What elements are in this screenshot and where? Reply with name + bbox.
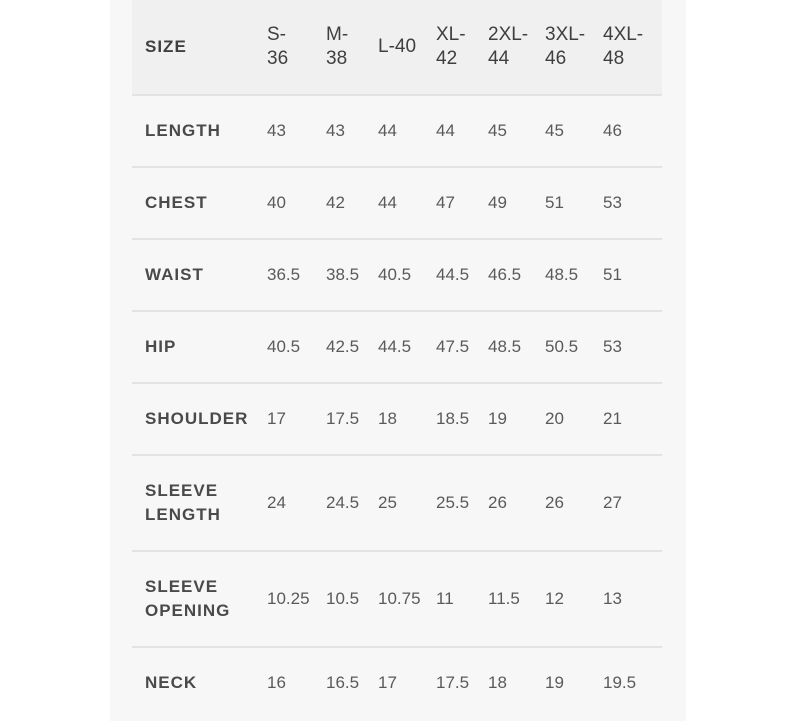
size-header-line: S-	[267, 24, 286, 45]
size-header-label: SIZE	[132, 0, 267, 95]
table-cell: 40	[267, 167, 326, 239]
size-header-line: 38	[326, 48, 348, 69]
table-cell: 25.5	[436, 455, 488, 551]
size-column-header	[488, 0, 545, 95]
measurement-label: SLEEVE LENGTH	[132, 455, 267, 551]
table-cell: 16.5	[326, 673, 360, 692]
table-cell: 18	[378, 383, 436, 455]
table-cell: 12	[545, 551, 603, 647]
measurement-label: NECK	[145, 673, 198, 692]
table-cell: 13	[603, 551, 662, 647]
measurement-label: SLEEVE OPENING	[132, 551, 267, 647]
size-header-line: 4XL-	[603, 24, 644, 45]
table-cell: 53	[603, 167, 662, 239]
table-cell: 51	[603, 239, 662, 311]
size-header-line: 44	[488, 48, 510, 69]
table-row	[132, 311, 662, 383]
table-cell: 40.5	[267, 311, 326, 383]
size-header-line: M-	[326, 24, 349, 45]
table-cell: 10.25	[267, 551, 326, 647]
size-header-line: 36	[267, 48, 289, 69]
table-cell: 44	[436, 95, 488, 167]
table-row	[132, 455, 662, 551]
table-cell: 17	[267, 383, 326, 455]
table-cell: 18	[488, 673, 507, 692]
table-row	[132, 551, 662, 647]
table-cell: 50.5	[545, 311, 603, 383]
measurement-label: CHEST	[132, 167, 267, 239]
table-cell: 46	[603, 95, 662, 167]
measurement-label: LENGTH	[132, 95, 267, 167]
size-header-line: L-40	[378, 36, 417, 57]
table-cell: 27	[603, 455, 662, 551]
table-cell: 17	[378, 673, 397, 692]
table-cell: 44	[378, 167, 436, 239]
table-cell: 44	[378, 95, 436, 167]
size-column-header	[545, 0, 603, 95]
table-cell: 51	[545, 167, 603, 239]
table-cell: 47.5	[436, 311, 488, 383]
table-cell: 44.5	[436, 239, 488, 311]
table-cell: 24.5	[326, 455, 378, 551]
table-cell: 48.5	[488, 311, 545, 383]
table-row	[132, 239, 662, 311]
table-cell: 17.5	[326, 383, 378, 455]
table-cell: 19	[545, 673, 564, 692]
table-cell: 42	[326, 167, 378, 239]
table-cell: 49	[488, 167, 545, 239]
table-cell: 11	[436, 551, 488, 647]
size-column-header	[267, 0, 326, 95]
size-column-header	[378, 0, 436, 95]
size-header-line: 42	[436, 48, 458, 69]
table-cell: 40.5	[378, 239, 436, 311]
table-cell: 46.5	[488, 239, 545, 311]
table-cell: 16	[267, 673, 286, 692]
table-cell: 19	[488, 383, 545, 455]
table-cell: 10.5	[326, 551, 378, 647]
table-cell: 53	[603, 311, 662, 383]
table-row	[132, 95, 662, 167]
size-chart-table	[132, 0, 662, 718]
table-cell: 26	[545, 455, 603, 551]
size-column-header	[326, 0, 378, 95]
measurement-label: HIP	[132, 311, 267, 383]
table-row	[132, 167, 662, 239]
table-cell: 48.5	[545, 239, 603, 311]
table-cell: 21	[603, 383, 662, 455]
size-header-line: 2XL-	[488, 24, 529, 45]
table-cell: 45	[545, 95, 603, 167]
measurement-label: SHOULDER	[132, 383, 267, 455]
measurement-label: WAIST	[132, 239, 267, 311]
table-cell: 45	[488, 95, 545, 167]
size-header-line: 48	[603, 48, 625, 69]
size-column-header	[603, 0, 662, 95]
table-cell: 44.5	[378, 311, 436, 383]
table-cell: 20	[545, 383, 603, 455]
table-row	[132, 383, 662, 455]
table-cell: 19.5	[603, 673, 637, 692]
table-cell: 25	[378, 455, 436, 551]
size-header-line: 3XL-	[545, 24, 586, 45]
table-cell: 24	[267, 455, 326, 551]
table-cell: 42.5	[326, 311, 378, 383]
size-column-header	[436, 0, 488, 95]
table-cell: 18.5	[436, 383, 488, 455]
size-header-line: XL-	[436, 24, 466, 45]
table-row	[132, 647, 662, 718]
size-header-line: 46	[545, 48, 567, 69]
table-cell: 43	[326, 95, 378, 167]
table-cell: 10.75	[378, 551, 436, 647]
table-cell: 11.5	[488, 551, 545, 647]
table-cell: 26	[488, 455, 545, 551]
table-cell: 47	[436, 167, 488, 239]
table-cell: 17.5	[436, 673, 470, 692]
table-cell: 38.5	[326, 239, 378, 311]
table-header-row	[132, 0, 662, 95]
table-cell: 36.5	[267, 239, 326, 311]
table-cell: 43	[267, 95, 326, 167]
